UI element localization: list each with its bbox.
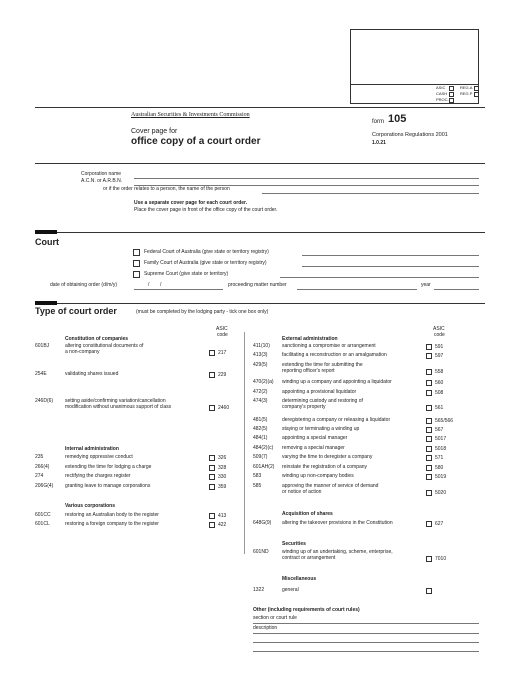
row-ref: 585 (253, 483, 262, 489)
order-checkbox[interactable] (426, 427, 432, 433)
asic-code: 326 (218, 455, 227, 461)
order-checkbox[interactable] (426, 490, 432, 496)
court-option-family: Family Court of Australia (give state or territory registry) (144, 260, 267, 266)
other-title: Other (including requirements of court rules) (253, 607, 360, 613)
order-checkbox[interactable] (209, 372, 215, 378)
row-ref: 206G(4) (35, 483, 54, 489)
row-ref: 601AH(2) (253, 464, 275, 470)
type-note: (must be completed by the lodging party - tick one box only) (136, 309, 269, 315)
court-heading: Court (35, 237, 59, 247)
court-option-supreme-field[interactable] (280, 277, 479, 278)
order-checkbox[interactable] (426, 418, 432, 424)
order-checkbox[interactable] (426, 380, 432, 386)
row-ref: 482(5) (253, 426, 268, 432)
row-ref: 583 (253, 473, 262, 479)
asic-code: 591 (435, 344, 444, 350)
section-title: Miscellaneous (282, 576, 317, 582)
note: Place the cover page in front of the office copy of the court order. (134, 207, 278, 213)
row-description: reinstate the registration of a company (282, 464, 368, 470)
asic-code: 580 (435, 465, 444, 471)
asic-code: 413 (218, 513, 227, 519)
reg-ref: 1.0.21 (372, 140, 386, 146)
row-description: appointing a special manager (282, 435, 348, 441)
order-checkbox[interactable] (426, 390, 432, 396)
asic-code: 597 (435, 353, 444, 359)
asic-code: 359 (218, 484, 227, 490)
proceeding-label: proceeding matter number (228, 282, 287, 288)
description-field[interactable] (253, 633, 479, 634)
order-checkbox[interactable] (426, 474, 432, 480)
asic-code: 560 (435, 380, 444, 386)
date-slash-2: / (160, 282, 162, 288)
row-ref: 235 (35, 454, 44, 460)
asic-code: 422 (218, 522, 227, 528)
row-description: deregistering a company or releasing a liquidator (282, 417, 391, 423)
row-description: a non-company (65, 349, 100, 355)
order-checkbox[interactable] (426, 521, 432, 527)
row-description: sanctioning a compromise or arrangement (282, 343, 376, 349)
office-label-cash: CASH (436, 91, 448, 96)
asic-code: 5019 (435, 474, 447, 480)
agency-name: Australian Securities & Investments Commission (131, 112, 250, 118)
court-option-supreme: Supreme Court (give state or territory) (144, 271, 229, 277)
form-number: 105 (388, 113, 407, 125)
asic-code: 558 (435, 369, 444, 375)
year-field[interactable] (434, 289, 479, 290)
asic-code: 627 (435, 521, 444, 527)
order-checkbox[interactable] (426, 344, 432, 350)
office-label-proc: PROC. (436, 97, 449, 102)
type-heading: Type of court order (35, 306, 117, 316)
type-rule (35, 303, 485, 304)
asic-code: 561 (435, 405, 444, 411)
asic-code: 565/566 (435, 418, 454, 424)
row-ref: 648G(9) (253, 520, 272, 526)
year-label: year (421, 282, 431, 288)
row-ref: 472(2) (253, 389, 268, 395)
asic-code: 2460 (218, 405, 230, 411)
header-bottom-rule (35, 163, 485, 164)
row-ref: 246D(6) (35, 398, 54, 404)
row-ref: 601ND (253, 549, 269, 555)
row-description: staying or terminating a winding up (282, 426, 360, 432)
order-checkbox[interactable] (426, 353, 432, 359)
row-description: remedying oppressive conduct (65, 454, 133, 460)
office-box-rega[interactable] (474, 86, 479, 91)
office-label-regp: REG.P (460, 91, 473, 96)
asic-code: 567 (435, 427, 444, 433)
order-checkbox[interactable] (209, 350, 215, 356)
row-ref: 484(1) (253, 435, 268, 441)
row-ref: 474(3) (253, 398, 268, 404)
row-description: altering constitutional documents of (65, 343, 144, 349)
date-label: date of obtaining order (d/m/y) (50, 282, 117, 288)
asic-code: 330 (218, 474, 227, 480)
order-checkbox[interactable] (426, 446, 432, 452)
left-code-label: code (217, 332, 228, 338)
row-description: varying the time to deregister a company (282, 454, 373, 460)
form-prefix: form (372, 119, 384, 125)
order-checkbox[interactable] (426, 405, 432, 411)
row-ref: 601BJ (35, 343, 50, 349)
note-bold: Use a separate cover page for each court order. (134, 200, 248, 206)
row-description: general (282, 587, 299, 593)
order-checkbox[interactable] (426, 465, 432, 471)
row-description: altering the takeover provisions in the Constitution (282, 520, 393, 526)
asic-code: 5018 (435, 446, 447, 452)
row-description: restoring a foreign company to the register (65, 521, 159, 527)
row-ref: 509(7) (253, 454, 268, 460)
right-code-label: code (434, 332, 445, 338)
description-field-3[interactable] (253, 651, 479, 652)
row-description: reporting officer's report (282, 368, 335, 374)
date-slash-1: / (148, 282, 150, 288)
court-heading-bar (35, 230, 57, 234)
section-title: Acquisition of shares (282, 511, 333, 517)
row-description: contract or arrangement (282, 555, 336, 561)
section-title: Constitution of companies (65, 336, 129, 342)
row-ref: 429(5) (253, 362, 268, 368)
row-description: extending the time for submitting the (282, 362, 363, 368)
row-description: validating shares issued (65, 371, 119, 377)
order-checkbox[interactable] (209, 465, 215, 471)
person-label: or if the order relates to a person, the name of the person (103, 186, 230, 192)
court-option-family-field[interactable] (302, 266, 479, 267)
order-checkbox[interactable] (209, 522, 215, 528)
date-field[interactable] (134, 289, 223, 290)
order-checkbox[interactable] (426, 588, 432, 594)
row-ref: 1322 (253, 587, 265, 593)
section-title: External administration (282, 336, 338, 342)
row-ref: 470(2)(a) (253, 379, 274, 385)
section-field[interactable] (253, 623, 479, 624)
row-description: restoring an Australian body to the register (65, 512, 159, 518)
row-ref: 484(2)(c) (253, 445, 274, 451)
row-description: appointing a provisional liquidator (282, 389, 357, 395)
row-description: rectifying the charges register (65, 473, 131, 479)
row-ref: 266(4) (35, 464, 50, 470)
order-checkbox[interactable] (209, 513, 215, 519)
row-ref: 413(3) (253, 352, 268, 358)
court-option-family-checkbox[interactable] (133, 260, 140, 267)
office-label-rega: REG.A (460, 85, 473, 90)
section-label: section or court rule (253, 615, 297, 621)
section-title: Internal administration (65, 446, 119, 452)
row-description: winding up a company and appointing a liquidator (282, 379, 392, 385)
row-ref: 411(10) (253, 343, 270, 349)
asic-code: 571 (435, 455, 444, 461)
row-ref: 601CL (35, 521, 50, 527)
order-checkbox[interactable] (209, 474, 215, 480)
section-title: Securities (282, 541, 306, 547)
asic-code: 508 (435, 390, 444, 396)
row-description: granting leave to manage corporations (65, 483, 151, 489)
court-option-federal: Federal Court of Australia (give state or territory registry) (144, 249, 269, 255)
office-box-regp[interactable] (474, 92, 479, 97)
row-ref: 481(5) (253, 417, 268, 423)
row-ref: 254E (35, 371, 47, 377)
row-description: approving the manner of service of demand (282, 483, 379, 489)
court-option-federal-checkbox[interactable] (133, 249, 140, 256)
order-checkbox[interactable] (426, 369, 432, 375)
cover-line1: Cover page for (131, 128, 178, 135)
court-option-supreme-checkbox[interactable] (133, 271, 140, 278)
regulations: Corporations Regulations 2001 (372, 132, 448, 138)
column-divider (244, 332, 245, 554)
office-box-cash[interactable] (449, 92, 454, 97)
right-asic-label: ASIC (433, 326, 445, 332)
asic-code: 7010 (435, 556, 447, 562)
row-description: setting aside/confirming variation/cancellation (65, 398, 166, 404)
asic-code: 5017 (435, 436, 447, 442)
order-checkbox[interactable] (209, 405, 215, 411)
court-rule (35, 232, 485, 233)
corporation-name-label: Corporation name (81, 171, 122, 177)
order-checkbox[interactable] (426, 436, 432, 442)
order-checkbox[interactable] (209, 484, 215, 490)
court-option-federal-field[interactable] (302, 255, 479, 256)
office-box-asic[interactable] (449, 86, 454, 91)
left-asic-label: ASIC (216, 326, 228, 332)
office-label-asic: ASIC (436, 85, 446, 90)
row-ref: 274 (35, 473, 44, 479)
row-description: or notice of action (282, 489, 322, 495)
row-description: winding up of an undertaking, scheme, enterprise, (282, 549, 393, 555)
order-checkbox[interactable] (426, 455, 432, 461)
order-checkbox[interactable] (209, 455, 215, 461)
row-description: facilitating a reconstruction or an amalgamation (282, 352, 387, 358)
row-description: extending the time for lodging a charge (65, 464, 152, 470)
description-label: description (253, 625, 278, 631)
acn-label: A.C.N. or A.R.B.N. (81, 178, 123, 184)
header-top-rule (35, 107, 485, 108)
asic-code: 229 (218, 372, 227, 378)
section-title: Various corporations (65, 503, 116, 509)
proceeding-field[interactable] (297, 289, 417, 290)
asic-code: 217 (218, 350, 227, 356)
cover-title: office copy of a court order (131, 136, 261, 147)
asic-code: 5020 (435, 490, 447, 496)
row-description: removing a special manager (282, 445, 345, 451)
row-ref: 601CC (35, 512, 51, 518)
order-checkbox[interactable] (426, 556, 432, 562)
row-description: company's property (282, 404, 326, 410)
row-description: determining custody and restoring of (282, 398, 363, 404)
description-field-2[interactable] (253, 642, 479, 643)
office-box-proc[interactable] (449, 98, 454, 103)
row-description: modification without unanimous support of class (65, 404, 172, 410)
corporation-name-field[interactable] (134, 178, 479, 179)
asic-code: 328 (218, 465, 227, 471)
type-heading-bar (35, 301, 57, 305)
row-description: winding up non-company bodies (282, 473, 354, 479)
person-field[interactable] (262, 193, 479, 194)
